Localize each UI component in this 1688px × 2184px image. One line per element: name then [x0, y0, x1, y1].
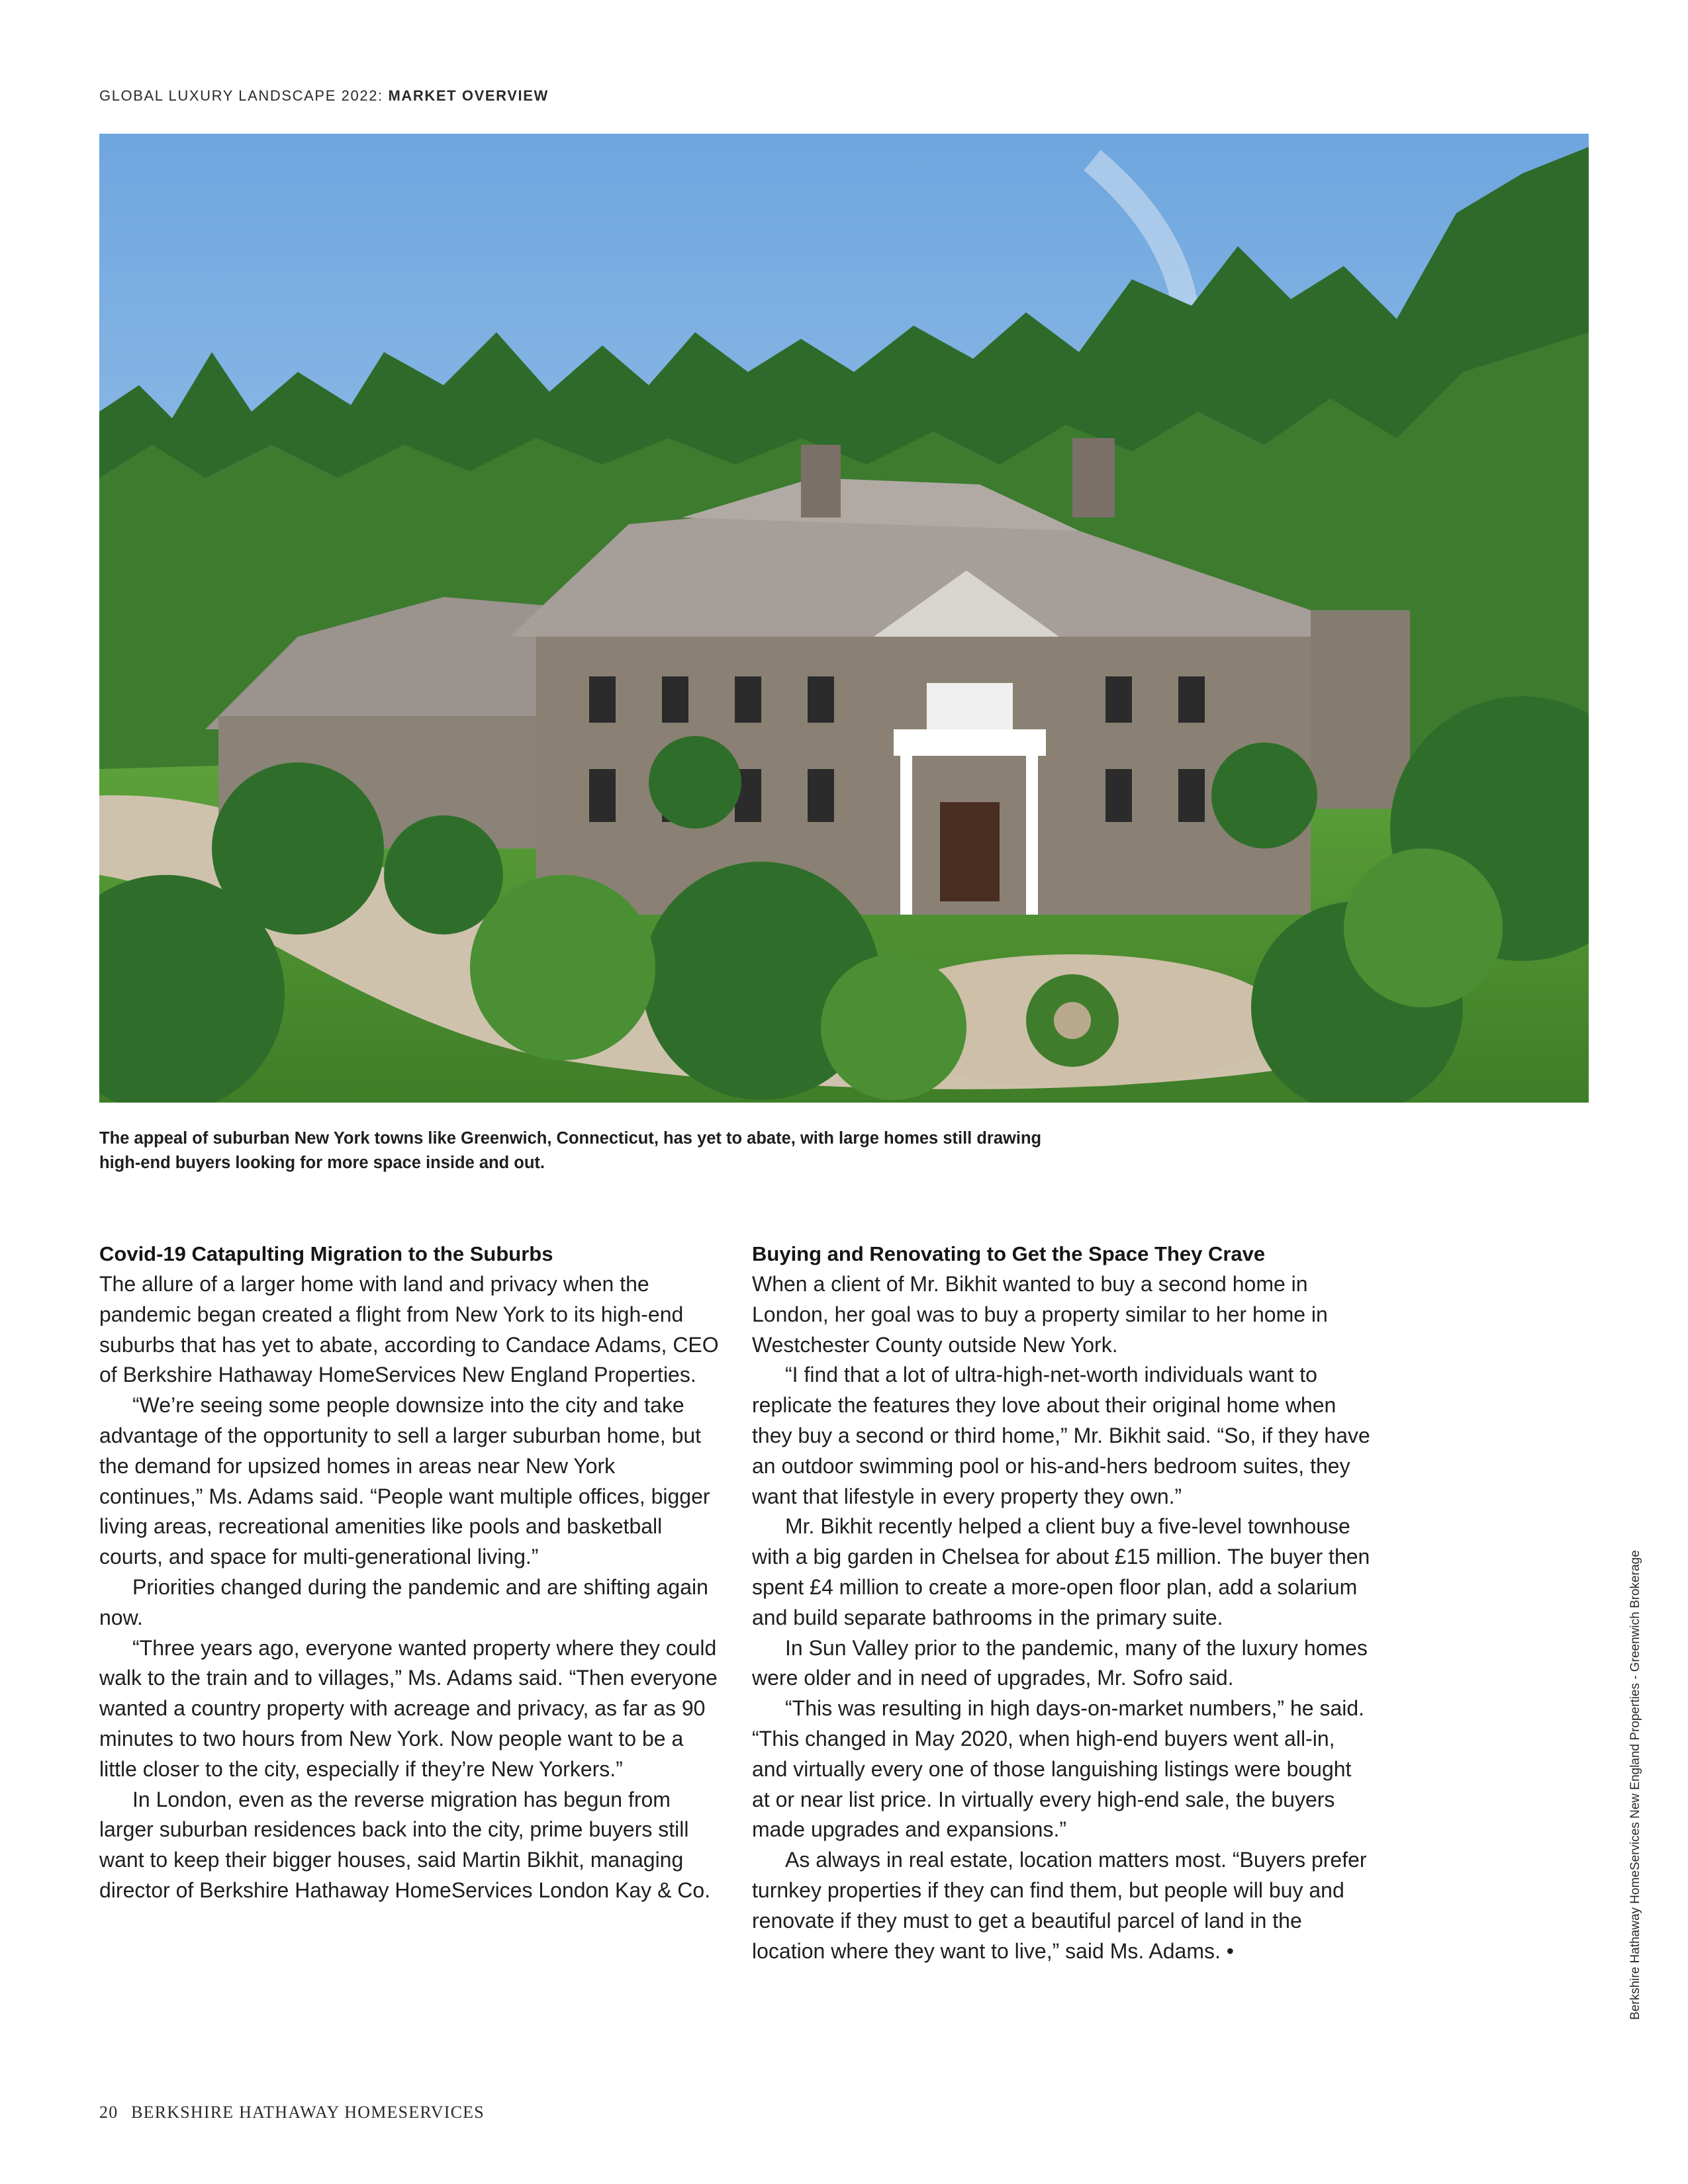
right-paragraph-3: Mr. Bikhit recently helped a client buy a five-level townhouse with a big garden in Chelsea for about £15 million. The buyer then spent £4 million to create a more-open floor plan, add a solarium and build separate bathrooms in the primary suite.: [752, 1514, 1370, 1629]
header-section: GLOBAL LUXURY LANDSCAPE 2022:: [99, 87, 383, 104]
left-paragraph-1: The allure of a larger home with land and privacy when the pandemic began created a flight from New York to its high-end suburbs that has yet to abate, according to Candace Adams, CEO of Berkshire Hathaway HomeServices New England Properties.: [99, 1272, 719, 1387]
right-paragraph-6: As always in real estate, location matters most. “Buyers prefer turnkey properties if they can find them, but people will buy and renovate if they must to get a beautiful parcel of land in the location where they want to live,” said Ms. Adams. •: [752, 1848, 1367, 1963]
page-number: 20: [99, 2103, 118, 2122]
header-subsection: MARKET OVERVIEW: [388, 87, 549, 104]
right-paragraph-2: “I find that a lot of ultra-high-net-worth individuals want to replicate the features they love about their original home when they buy a second or third home,” Mr. Bikhit said. “So, if they have an outdoor swimming pool or his-and-hers bedroom suites, they want that lifestyle in every property they own.”: [752, 1363, 1370, 1508]
left-paragraph-3: Priorities changed during the pandemic and are shifting again now.: [99, 1574, 708, 1629]
right-heading: Buying and Renovating to Get the Space They Crave: [752, 1242, 1266, 1265]
right-paragraph-1: When a client of Mr. Bikhit wanted to buy a second home in London, her goal was to buy a property similar to her home in Westchester County outside New York.: [752, 1272, 1328, 1357]
caption-line-1: The appeal of suburban New York towns like Greenwich, Connecticut, has yet to abate, with large homes still drawing: [99, 1129, 1042, 1148]
right-paragraph-5: “This was resulting in high days-on-market numbers,” he said. “This changed in May 2020, when high-end buyers went all-in, and virtually every one of those languishing listings were bought at or near list price. In virtually every high-end sale, the buyers made upgrades and expansions.”: [752, 1696, 1365, 1842]
left-heading: Covid-19 Catapulting Migration to the Suburbs: [99, 1242, 553, 1265]
right-paragraph-4: In Sun Valley prior to the pandemic, many of the luxury homes were older and in need of upgrades, Mr. Sofro said.: [752, 1635, 1368, 1690]
right-column: [752, 1239, 1374, 1966]
running-header: [99, 87, 549, 105]
estate-photo: [99, 134, 1589, 1103]
photo-caption: [99, 1126, 1158, 1175]
left-paragraph-5: In London, even as the reverse migration has begun from larger suburban residences back into the city, prime buyers still want to keep their bigger houses, said Martin Bikhit, managing director of Berkshire Hathaway HomeServices London Kay & Co.: [99, 1787, 711, 1902]
left-paragraph-2: “We’re seeing some people downsize into the city and take advantage of the opportunity to sell a larger suburban home, but the demand for upsized homes in areas near New York continues,” Ms. Adams said. “People want multiple offices, bigger living areas, recreational amenities like pools and basketball courts, and space for multi-generational living.”: [99, 1393, 710, 1569]
left-column: [99, 1239, 722, 1906]
left-paragraph-4: “Three years ago, everyone wanted property where they could walk to the train and to villages,” Ms. Adams said. “Then everyone wanted a country property with acreage and privacy, as far as 90 minutes to two hours from New York. Now people want to be a little closer to the city, especially if they’re New Yorkers.”: [99, 1635, 718, 1781]
publication-name: BERKSHIRE HATHAWAY HOMESERVICES: [131, 2103, 485, 2122]
caption-line-2: high-end buyers looking for more space inside and out.: [99, 1154, 545, 1172]
estate-illustration: [99, 134, 1589, 1103]
page-footer: [99, 2103, 485, 2122]
photo-credit: Berkshire Hathaway HomeServices New England Properties - Greenwich Brokerage: [1628, 1550, 1642, 2020]
